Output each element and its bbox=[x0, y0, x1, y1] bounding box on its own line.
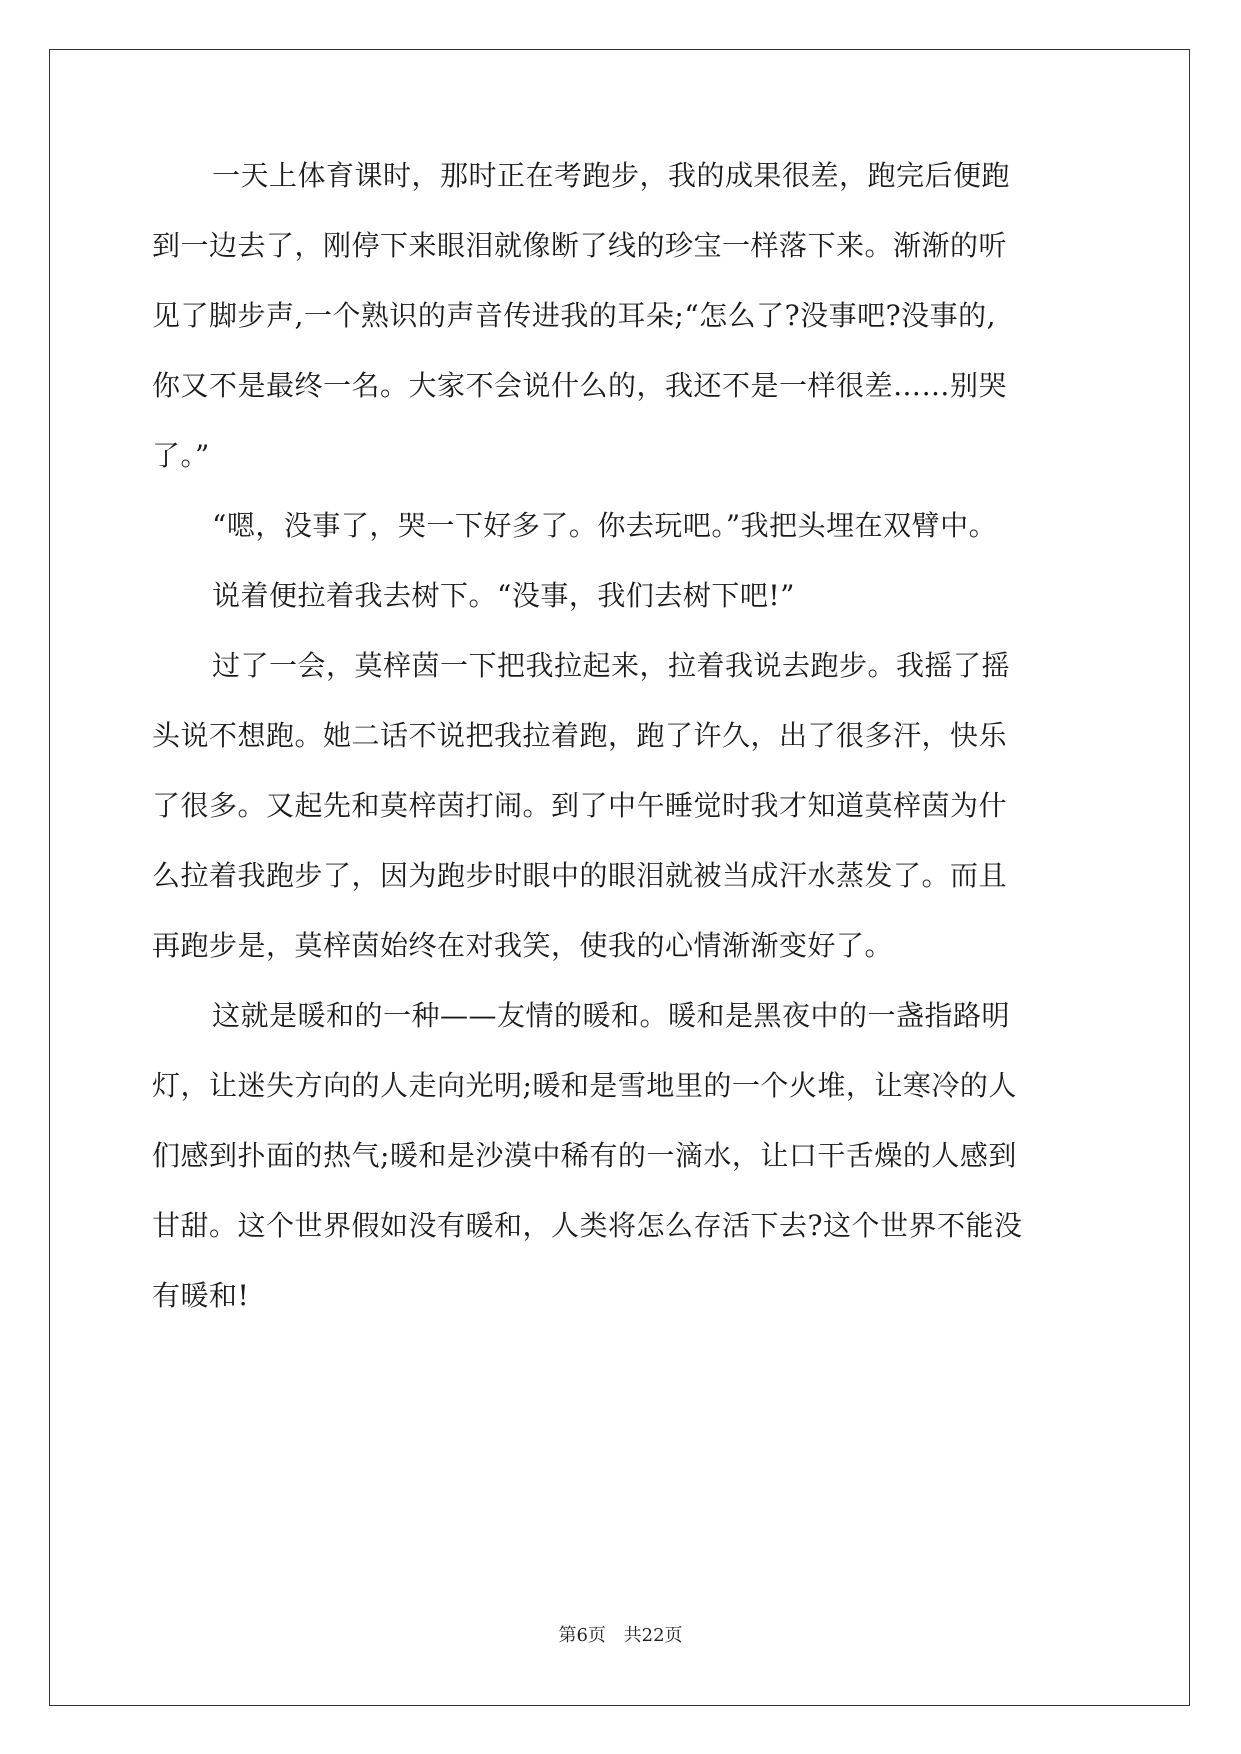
body-text-line: 有暖和! bbox=[152, 1279, 250, 1312]
body-text-line: 再跑步是，莫梓茵始终在对我笑，使我的心情渐渐变好了。 bbox=[152, 929, 894, 962]
body-text-line: 甘甜。这个世界假如没有暖和，人类将怎么存活下去?这个世界不能没 bbox=[152, 1209, 1023, 1242]
body-text-line: “嗯，没事了，哭一下好多了。你去玩吧。”我把头埋在双臂中。 bbox=[212, 509, 998, 542]
page-number-current: 第6页 bbox=[558, 1625, 606, 1646]
body-text-line: 们感到扑面的热气;暖和是沙漠中稀有的一滴水，让口干舌燥的人感到 bbox=[152, 1139, 1017, 1172]
body-text-line: 一天上体育课时，那时正在考跑步，我的成果很差，跑完后便跑 bbox=[212, 159, 1011, 192]
body-text-line: 见了脚步声,一个熟识的声音传进我的耳朵;“怎么了?没事吧?没事的, bbox=[152, 299, 997, 332]
page-number-total: 共22页 bbox=[623, 1625, 683, 1646]
body-text-line: 你又不是最终一名。大家不会说什么的，我还不是一样很差……别哭 bbox=[152, 369, 1008, 402]
body-text-line: 过了一会，莫梓茵一下把我拉起来，拉着我说去跑步。我摇了摇 bbox=[212, 649, 1011, 682]
body-text-line: 了。” bbox=[152, 439, 210, 472]
body-text-line: 灯，让迷失方向的人走向光明;暖和是雪地里的一个火堆，让寒冷的人 bbox=[152, 1069, 1017, 1102]
body-text-line: 么拉着我跑步了，因为跑步时眼中的眼泪就被当成汗水蒸发了。而且 bbox=[152, 859, 1008, 892]
page-footer bbox=[0, 1624, 1241, 1648]
body-text-line: 这就是暖和的一种——友情的暖和。暖和是黑夜中的一盏指路明 bbox=[212, 999, 1011, 1032]
body-text-line: 头说不想跑。她二话不说把我拉着跑，跑了许久，出了很多汗，快乐 bbox=[152, 719, 1008, 752]
body-text-line: 了很多。又起先和莫梓茵打闹。到了中午睡觉时我才知道莫梓茵为什 bbox=[152, 789, 1008, 822]
body-text-line: 说着便拉着我去树下。“没事，我们去树下吧!” bbox=[212, 579, 795, 612]
body-text-line: 到一边去了，刚停下来眼泪就像断了线的珍宝一样落下来。渐渐的听 bbox=[152, 229, 1008, 262]
